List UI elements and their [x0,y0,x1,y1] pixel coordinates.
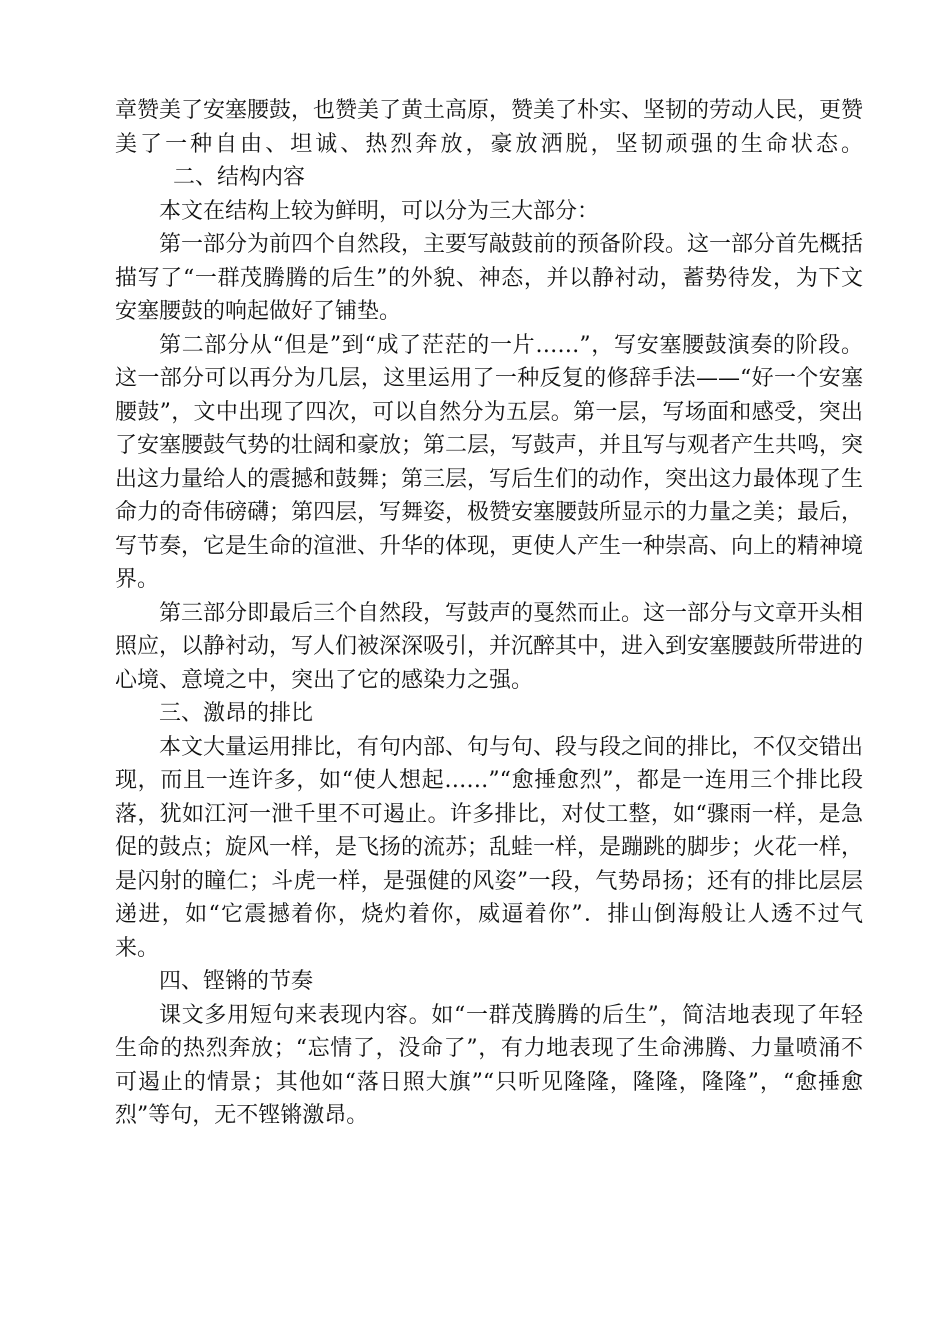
parallelism-paragraph: 本文大量运用排比，有句内部、句与句、段与段之间的排比，不仅交错出现，而且一连许多，如“使人想起……”“愈捶愈烈”，都是一连用三个排比段落，犹如江河一泄千里不可遏止。许多排比，对仗工整，如“骤雨一样，是急促的鼓点；旋风一样，是飞扬的流苏；乱蛙一样，是蹦跳的脚步；火花一样，是闪射的瞳仁；斗虎一样，是强健的风姿”一段，气势昂扬；还有的排比层层递进，如“它震撼着你，烧灼着你，威逼着你”．排山倒海般让人透不过气来。 [115,734,864,961]
section-heading-rhythm: 四、铿锵的节奏 [159,969,314,994]
section-heading-structure: 二、结构内容 [173,165,306,190]
opening-paragraph-text: 章赞美了安塞腰鼓，也赞美了黄土高原，赞美了朴实、坚韧的劳动人民，更赞美了一种自由、坦诚、热烈奔放，豪放洒脱，坚韧顽强的生命状态。 [115,98,864,157]
opening-paragraph [115,94,863,195]
structure-part-three-paragraph: 第三部分即最后三个自然段，写鼓声的戛然而止。这一部分与文章开头相照应，以静衬动，写人们被深深吸引，并沉醉其中，进入到安塞腰鼓所带进的心境、意境之中，突出了它的感染力之强。 [115,600,864,693]
structure-part-one-paragraph: 第一部分为前四个自然段，主要写敲鼓前的预备阶段。这一部分首先概括描写了“一群茂腾腾的后生”的外貌、神态，并以静衬动，蓄势待发，为下文安塞腰鼓的响起做好了铺垫。 [115,232,864,324]
structure-part-two-paragraph: 第二部分从“但是”到“成了茫茫的一片……”，写安塞腰鼓演奏的阶段。这一部分可以再分为几层，这里运用了一种反复的修辞手法——“好一个安塞腰鼓”，文中出现了四次，可以自然分为五层。第一层，写场面和感受，突出了安塞腰鼓气势的壮阔和豪放；第二层，写鼓声，并且写与观者产生共鸣，突出这力量给人的震撼和鼓舞；第三层，写后生们的动作，突出这力最体现了生命力的奇伟磅礴；第四层，写舞姿，极赞安塞腰鼓所显示的力量之美；最后，写节奏，它是生命的渲泄、升华的体现，更使人产生一种崇高、向上的精神境界。 [115,332,864,592]
structure-intro-paragraph: 本文在结构上较为鲜明，可以分为三大部分： [159,198,600,224]
document-page [115,94,863,1133]
section-heading-parallelism: 三、激昂的排比 [159,701,314,726]
rhythm-paragraph: 课文多用短句来表现内容。如“一群茂腾腾的后生”，简洁地表现了年轻生命的热烈奔放；“忘情了，没命了”，有力地表现了生命沸腾、力量喷涌不可遏止的情景；其他如“落日照大旗”“只听见隆隆，隆隆，隆隆”，“愈捶愈烈”等句，无不铿锵激昂。 [115,1002,863,1128]
